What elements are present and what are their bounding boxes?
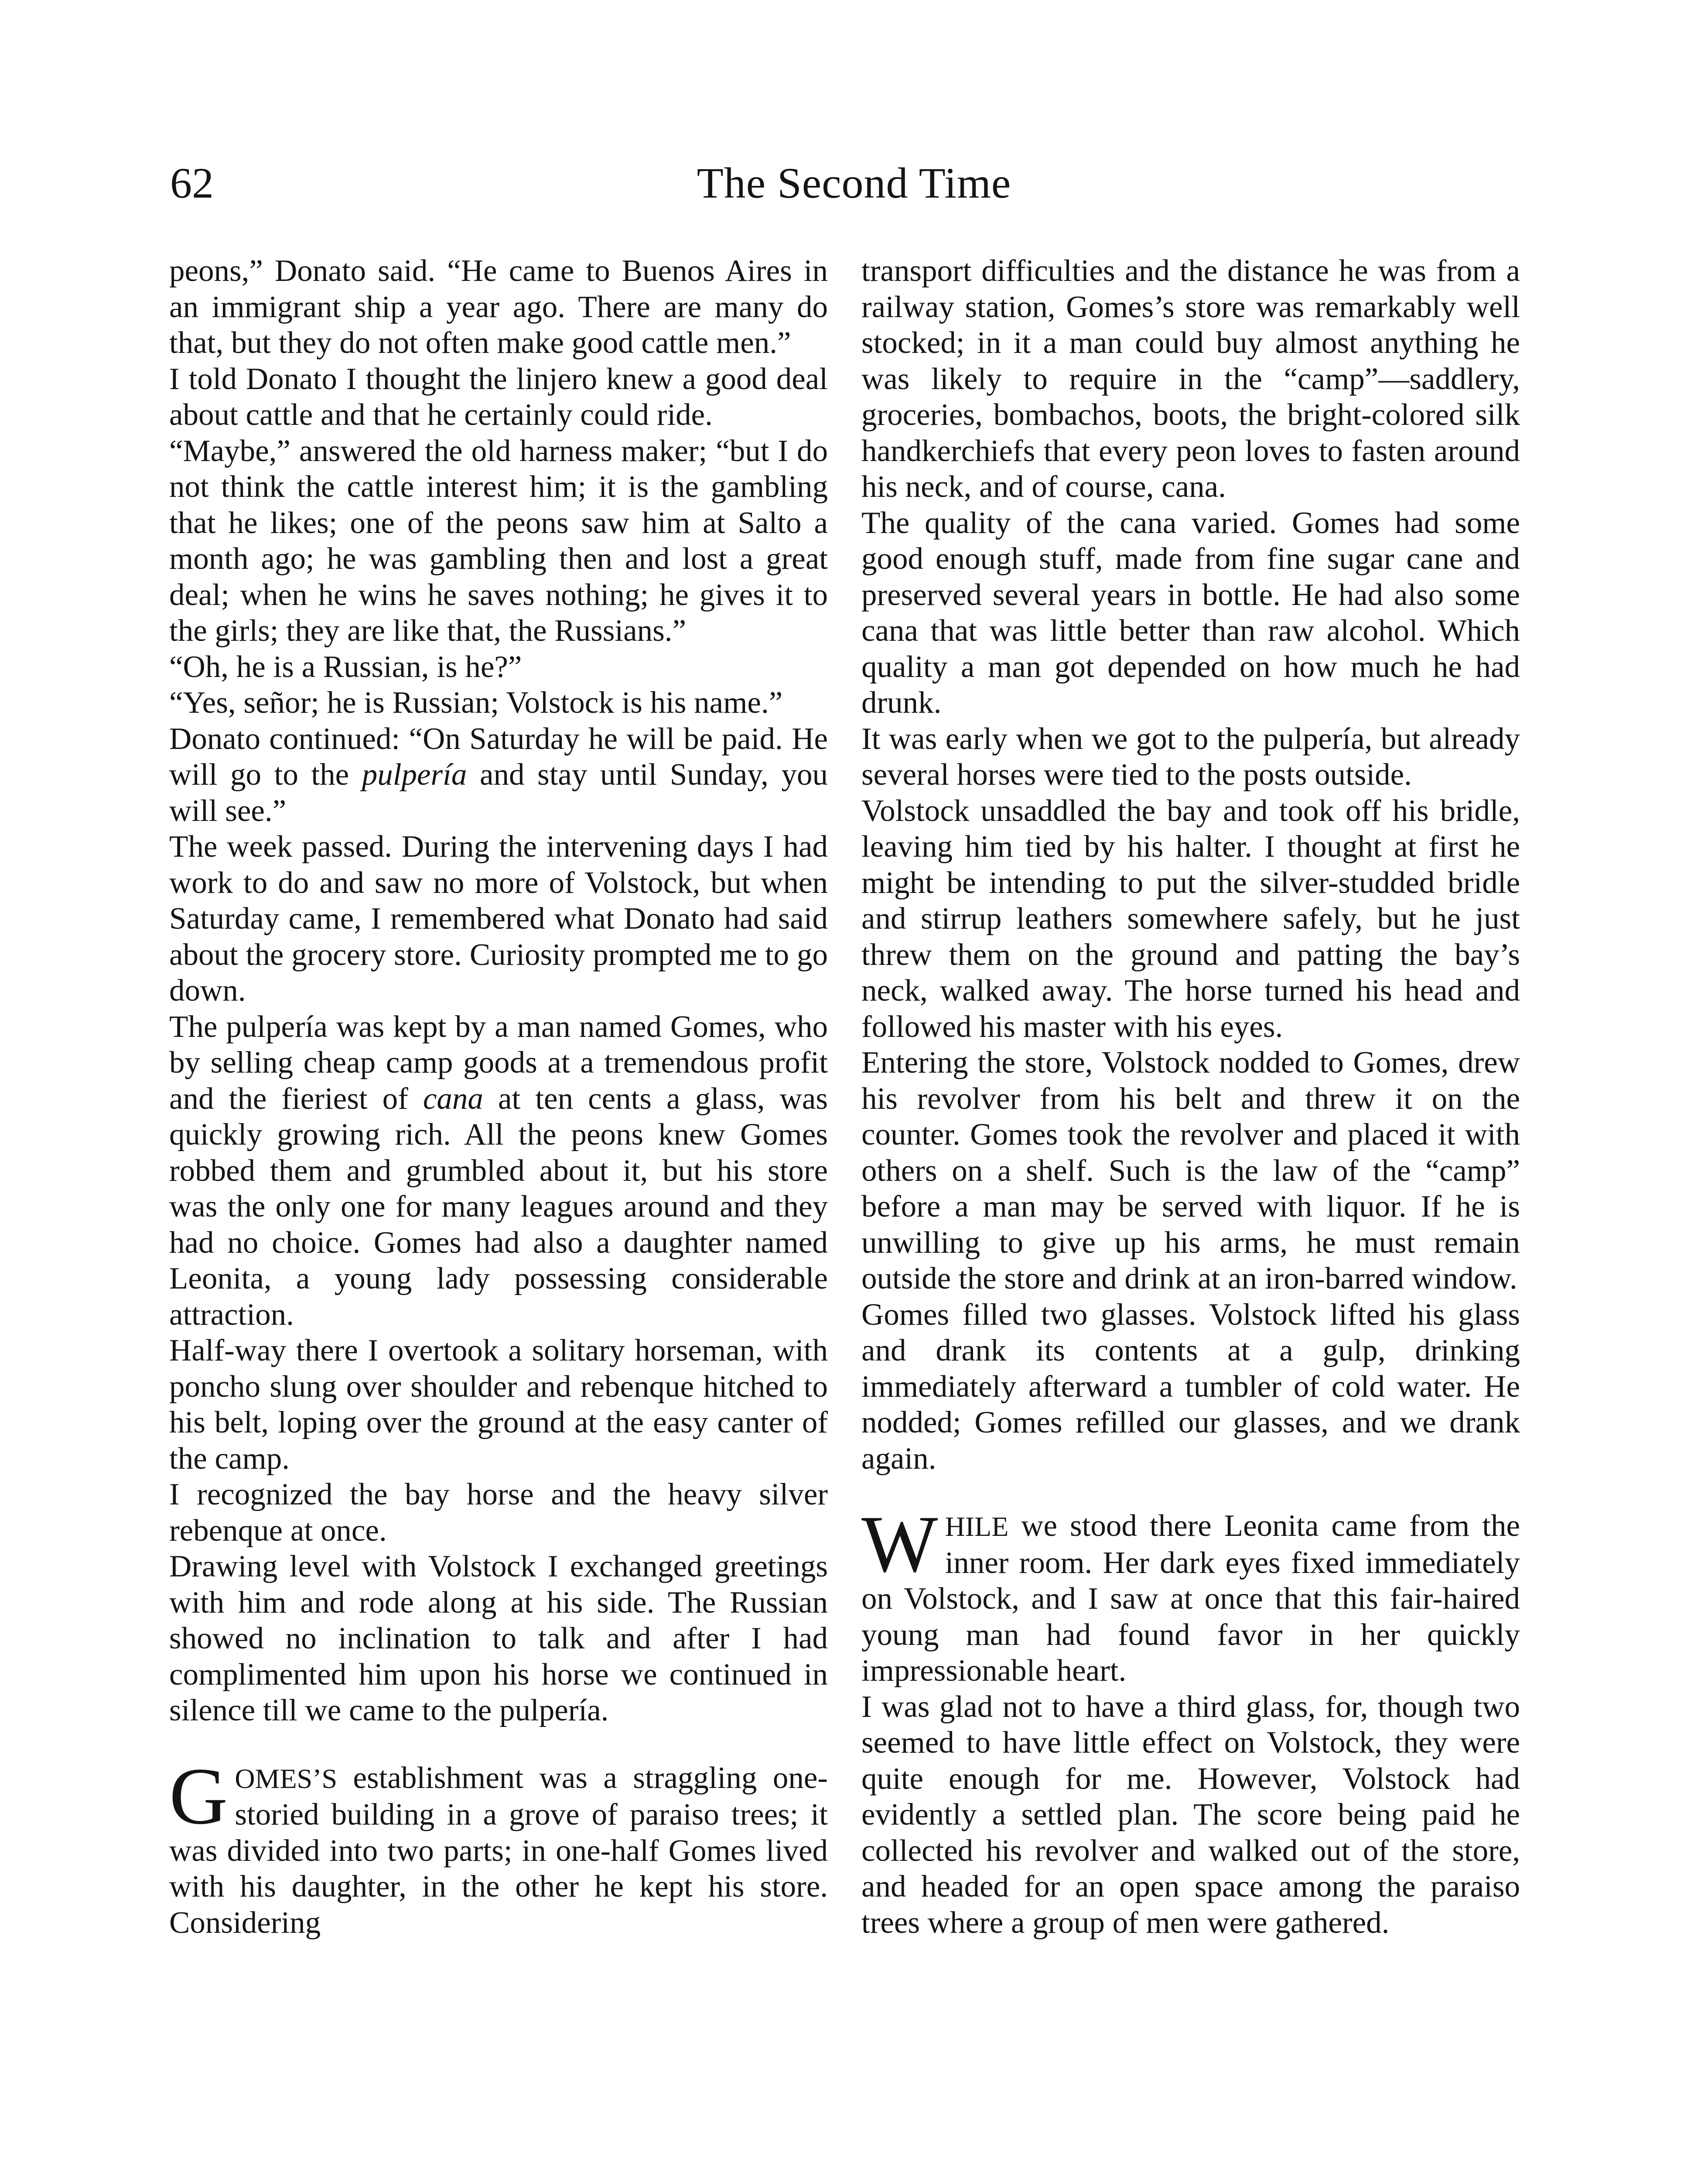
right-column [861,253,1520,1941]
paragraph: Drawing level with Volstock I exchanged greetings with him and rode along at his side. The Russian showed no inclination to talk and after I had complimented him upon his horse we continued in silence till we came to the pulpería. [169,1549,828,1727]
drop-cap: W [861,1499,938,1589]
italic-word: cana [423,1081,483,1116]
drop-cap: G [169,1751,228,1841]
paragraph: “Yes, señor; he is Russian; Volstock is his name.” [169,686,783,720]
section-opening-paragraph [861,1499,1520,1689]
paragraph: “Oh, he is a Russian, is he?” [169,650,522,684]
text-run: we stood there Leonita came from the inner room. Her dark eyes fixed immediately on Volstock, and I saw at once that this fair-haired young man had found favor in her quickly impressionable heart. [861,1509,1520,1688]
italic-word: pulpería [362,758,467,792]
page-number: 62 [170,159,214,207]
paragraph: transport difficulties and the distance he was from a railway station, Gomes’s store was remarkably well stocked; in it a man could buy almost anything he was likely to require in the “camp”—saddlery, groceries, bombachos, boots, the bright-colored silk handkerchiefs that every peon loves to fasten around his neck, and of course, cana. [861,254,1520,504]
paragraph: Gomes filled two glasses. Volstock lifted his glass and drank its contents at a gulp, drinking immediately afterward a tumbler of cold water. He nodded; Gomes refilled our glasses, and we drank again. [861,1297,1520,1476]
paragraph: I told Donato I thought the linjero knew a good deal about cattle and that he certainly could ride. [169,362,828,432]
text-run: The pulpería was kept by a man named Gomes, who by selling cheap camp goods at a tremendous profit and the fieriest of [169,1009,828,1116]
small-caps-lead: OMES’S [235,1763,338,1794]
section-opening-paragraph [169,1751,828,1941]
paragraph: The week passed. During the intervening days I had work to do and saw no more of Volstock, but when Saturday came, I remembered what Donato had said about the grocery store. Curiosity prompted me to go down. [169,830,828,1008]
paragraph [169,1009,828,1333]
paragraph: I recognized the bay horse and the heavy silver rebenque at once. [169,1477,828,1548]
text-run: at ten cents a glass, was quickly growing rich. All the peons knew Gomes robbed them and grumbled about it, but his store was the only one for many leagues around and they had no choice. Gomes had also a daughter named Leonita, a young lady possessing considerable attraction. [169,1081,828,1332]
paragraph: “Maybe,” answered the old harness maker; “but I do not think the cattle interest him; it is the gambling that he likes; one of the peons saw him at Salto a month ago; he was gambling then and lost a great deal; when he wins he saves nothing; he gives it to the girls; they are like that, the Russians.” [169,434,828,648]
left-column [169,253,828,1941]
text-run: Donato continued: “On Saturday he will be paid. He will go to the [169,721,828,792]
paragraph: Entering the store, Volstock nodded to Gomes, drew his revolver from his belt and threw it on the counter. Gomes took the revolver and placed it with others on a shelf. Such is the law of the “camp” before a man may be served with liquor. If he is unwilling to give up his arms, he must remain outside the store and drink at an iron-barred window. [861,1046,1520,1296]
paragraph: peons,” Donato said. “He came to Buenos Aires in an immigrant ship a year ago. There are many do that, but they do not often make good cattle men.” [169,254,828,360]
paragraph: Volstock unsaddled the bay and took off his bridle, leaving him tied by his halter. I thought at first he might be intending to put the silver-studded bridle and stirrup leathers somewhere safely, but he just threw them on the ground and patting the bay’s neck, walked away. The horse turned his head and followed his master with his eyes. [861,793,1520,1044]
paragraph: Half-way there I overtook a solitary horseman, with poncho slung over shoulder and rebenque hitched to his belt, loping over the ground at the easy canter of the camp. [169,1333,828,1476]
paragraph [169,721,828,829]
paragraph: It was early when we got to the pulpería, but already several horses were tied to the posts outside. [861,721,1520,792]
small-caps-lead: HILE [945,1511,1009,1542]
paragraph: I was glad not to have a third glass, for, though two seemed to have little effect on Volstock, they were quite enough for me. However, Volstock had evidently a settled plan. The score being paid he collected his revolver and walked out of the store, and headed for an open space among the paraiso trees where a group of men were gathered. [861,1689,1520,1940]
text-run: and stay until Sunday, you will see.” [169,758,828,828]
paragraph: The quality of the cana varied. Gomes had some good enough stuff, made from fine sugar cane and preserved several years in bottle. He had also some cana that was little better than raw alcohol. Which quality a man got depended on how much he had drunk. [861,506,1520,720]
text-run: establishment was a straggling one-storied building in a grove of paraiso trees; it was divided into two parts; in one-half Gomes lived with his daughter, in the other he kept his store. Considering [169,1761,828,1940]
running-title: The Second Time [697,159,1011,207]
